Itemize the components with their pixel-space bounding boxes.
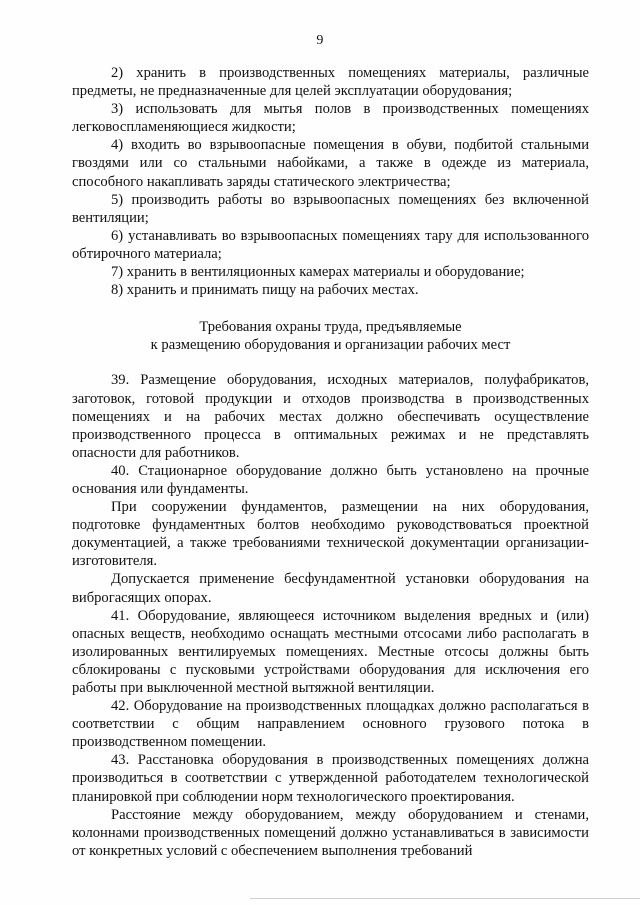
section-heading-line: Требования охраны труда, предъявляемые [199,319,462,336]
page-number: 9 [316,33,324,48]
list-item: 6) устанавливать во взрывоопасных помещениях тару для использованного обтирочного материала; [72,227,589,262]
document-body [72,64,589,860]
section-heading [72,318,589,354]
section-heading-line: к размещению оборудования и организации рабочих мест [150,337,511,354]
paragraph: 39. Размещение оборудования, исходных материалов, полуфабрикатов, заготовок, готовой продукции и отходов производства в производственных помещениях и на рабочих местах должно обеспечивать осуществление производственного процесса в оптимальных режимах и не представлять опасности для работников. [72,372,589,461]
list-item: 5) производить работы во взрывоопасных помещениях без включенной вентиляции; [72,191,589,226]
scan-edge-line [250,898,640,899]
list-item: 3) использовать для мытья полов в производственных помещениях легковоспламеняющиеся жидкости; [72,101,589,136]
paragraph: 41. Оборудование, являющееся источником выделения вредных и (или) опасных веществ, необходимо оснащать местными отсосами либо располагать в изолированных вентилируемых помещениях. Местные отсосы должны быть сблокированы с пусковыми устройствами оборудования для исключения его работы при выключенной местной вытяжной вентиляции. [72,607,589,696]
paragraph: 40. Стационарное оборудование должно быть установлено на прочные основания или фундаменты. [72,462,589,497]
paragraph: Допускается применение бесфундаментной установки оборудования на виброгасящих опорах. [72,571,589,606]
paragraph: 43. Расстановка оборудования в производственных помещениях должна производиться в соответствии с утвержденной работодателем технологической планировкой при соблюдении норм технологического проектирования. [72,752,589,805]
paragraph: При сооружении фундаментов, размещении на них оборудования, подготовке фундаментных болтов необходимо руководствоваться проектной документацией, а также требованиями технической документации организации-изготовителя. [72,499,589,570]
list-item: 4) входить во взрывоопасные помещения в обуви, подбитой стальными гвоздями или со стальными набойками, а также в одежде из материала, способного накапливать заряды статического электричества; [72,137,589,190]
paragraph: 42. Оборудование на производственных площадках должно располагаться в соответствии с общим направлением основного грузового потока в производственном помещении. [72,698,589,751]
list-item: 7) хранить в вентиляционных камерах материалы и оборудование; [111,264,525,281]
list-item: 8) хранить и принимать пищу на рабочих местах. [111,282,419,299]
paragraph: Расстояние между оборудованием, между оборудованием и стенами, колоннами производственных помещений должно устанавливаться в зависимости от конкретных условий с обеспечением выполнения требований [72,806,589,859]
list-item: 2) хранить в производственных помещениях материалы, различные предметы, не предназначенные для целей эксплуатации оборудования; [72,65,589,100]
